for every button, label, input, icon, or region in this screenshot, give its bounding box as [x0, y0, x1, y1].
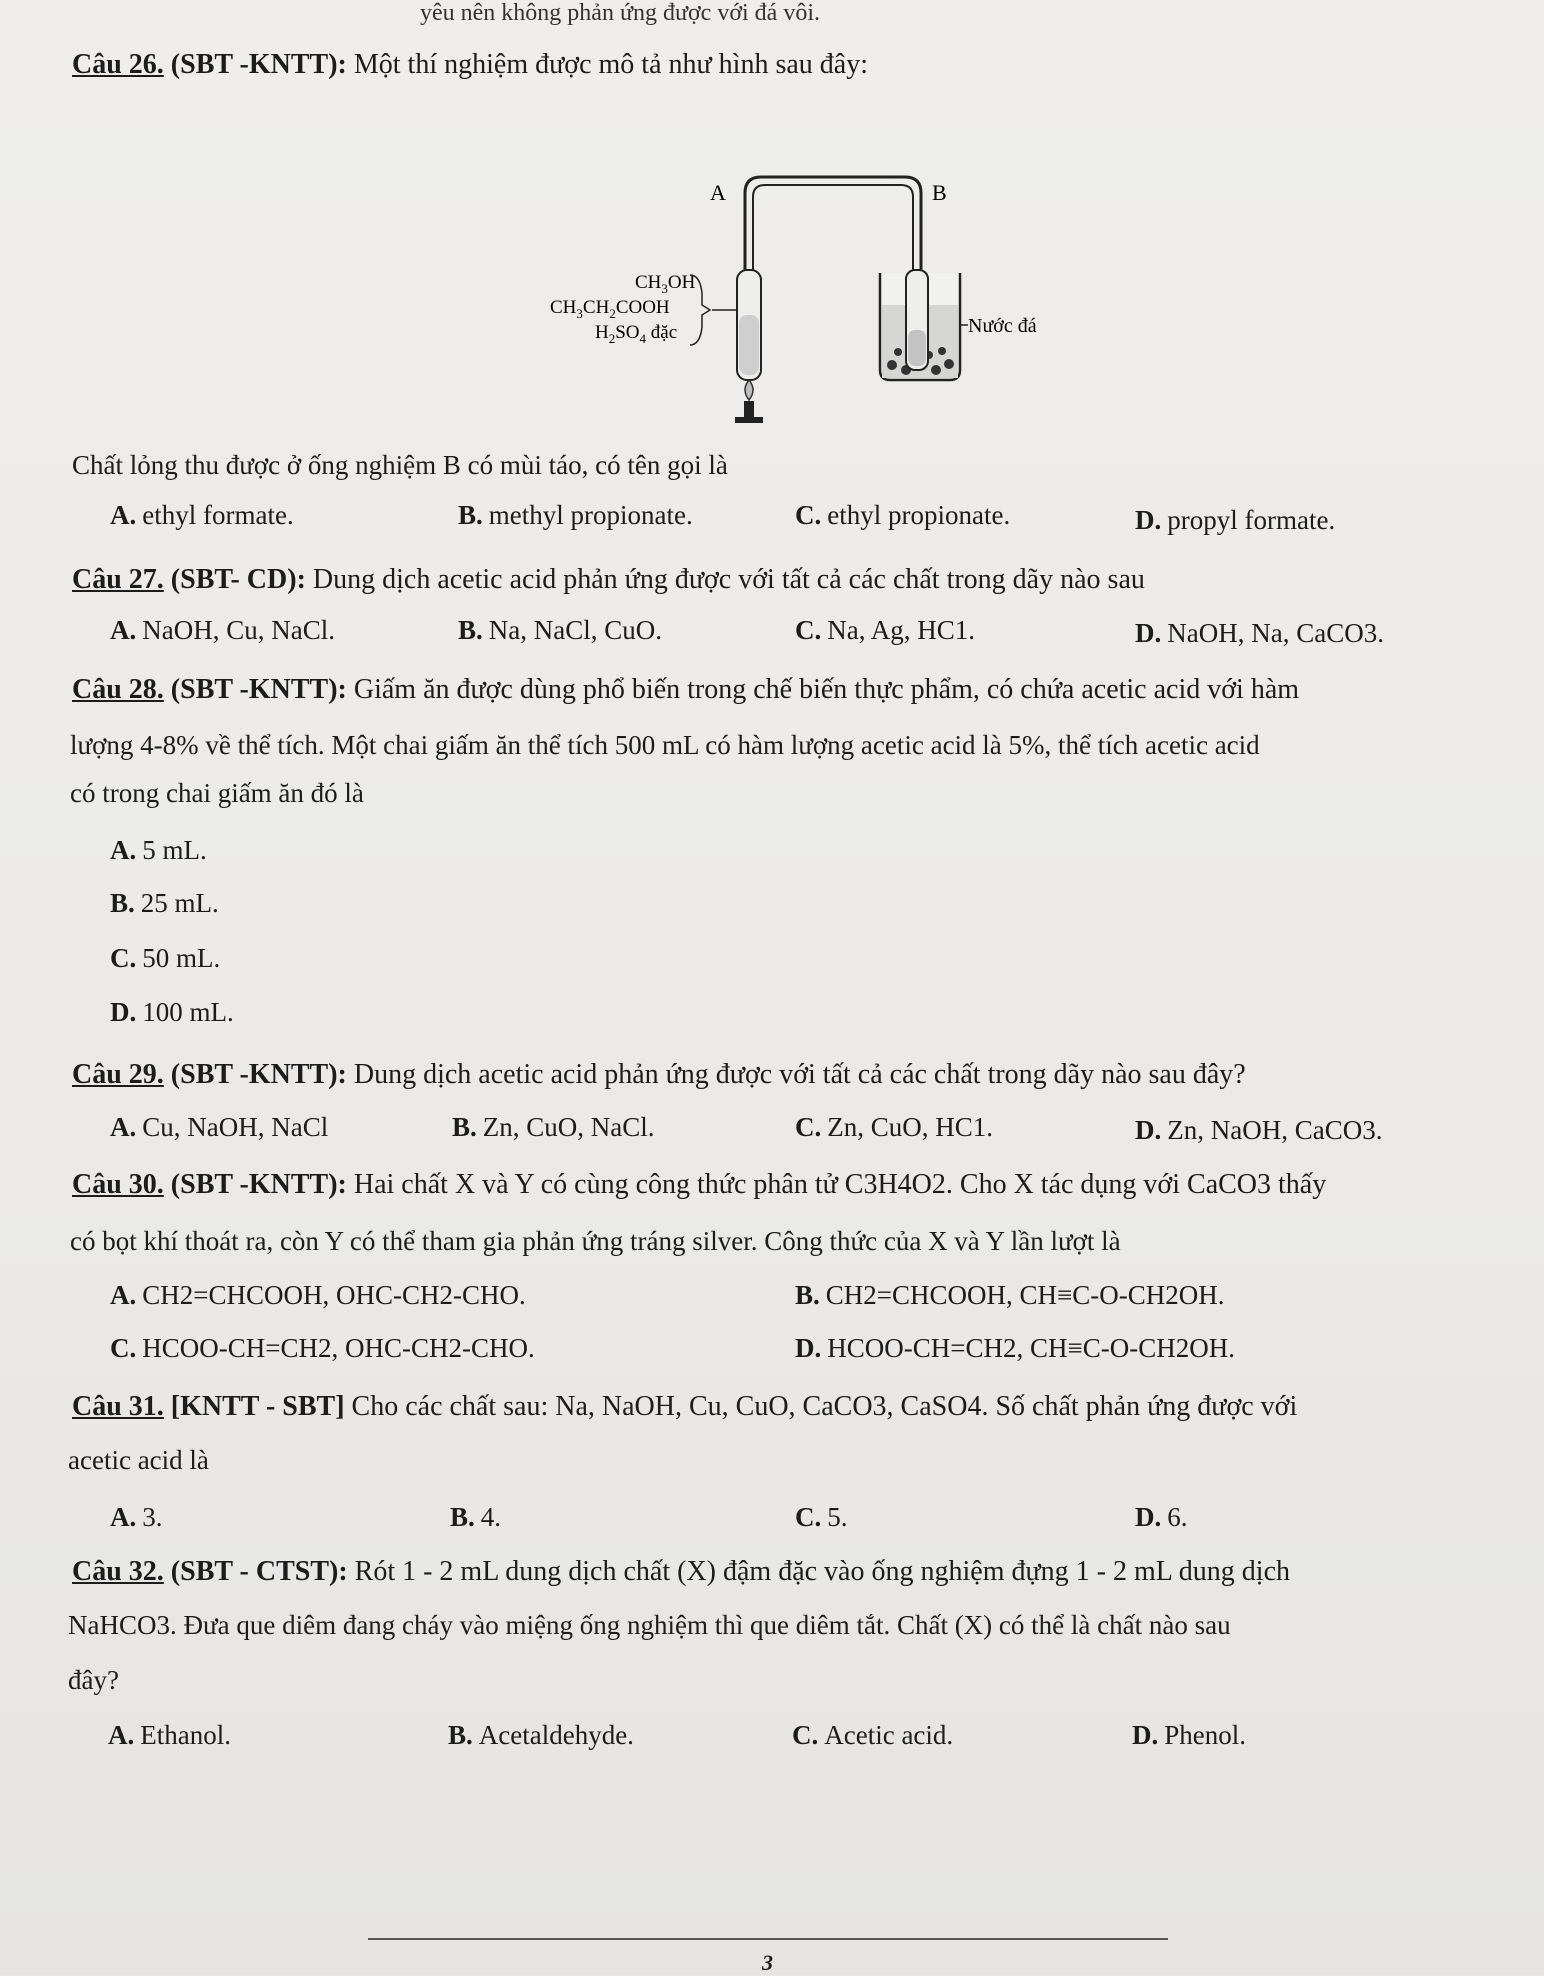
option-a: A. 5 mL. — [110, 835, 207, 865]
question-31-line-2: acetic acid là — [68, 1445, 209, 1475]
question-text: Một thí nghiệm được mô tả như hình sau đây: — [353, 49, 868, 80]
page-number: 3 — [762, 1950, 773, 1975]
esterification-apparatus-diagram — [540, 165, 1060, 425]
option-b: B. 4. — [450, 1502, 502, 1532]
option-a: A. Ethanol. — [108, 1720, 231, 1750]
option-c: C. 5. — [795, 1502, 848, 1532]
question-number: Câu 30. — [72, 1169, 164, 1200]
question-source: (SBT -KNTT): — [170, 1169, 347, 1200]
question-32 — [72, 1557, 1482, 1587]
question-source: [KNTT - SBT] — [170, 1391, 345, 1422]
question-28 — [72, 675, 1482, 705]
option-c: C. Na, Ag, HC1. — [795, 615, 975, 645]
question-source: (SBT -KNTT): — [170, 674, 347, 705]
question-27 — [72, 565, 1482, 595]
question-26-prompt: Chất lỏng thu được ở ống nghiệm B có mùi táo, có tên gọi là — [72, 450, 728, 480]
question-32-line-2: NaHCO3. Đưa que diêm đang cháy vào miệng ống nghiệm thì que diêm tắt. Chất (X) có thể là chất nào sau — [68, 1610, 1231, 1640]
option-b: B. Acetaldehyde. — [448, 1720, 634, 1750]
question-28-line-3: có trong chai giấm ăn đó là — [70, 778, 364, 808]
question-number: Câu 31. — [72, 1391, 164, 1422]
option-d: D. 100 mL. — [110, 997, 234, 1027]
option-d: D. Zn, NaOH, CaCO3. — [1135, 1115, 1383, 1145]
question-30-line-2: có bọt khí thoát ra, còn Y có thể tham gia phản ứng tráng silver. Công thức của X và Y lần lượt là — [70, 1226, 1121, 1256]
question-32-line-3: đây? — [68, 1665, 119, 1695]
option-d: D. Phenol. — [1132, 1720, 1247, 1750]
question-source: (SBT - CTST): — [170, 1556, 348, 1587]
question-31 — [72, 1392, 1482, 1422]
option-d: D. 6. — [1135, 1502, 1188, 1532]
option-a: A. CH2=CHCOOH, OHC-CH2-CHO. — [110, 1280, 526, 1310]
question-number: Câu 29. — [72, 1059, 164, 1090]
option-d: D. HCOO-CH=CH2, CH≡C-O-CH2OH. — [795, 1333, 1235, 1363]
question-source: (SBT -KNTT): — [170, 1059, 347, 1090]
option-b: B. 25 mL. — [110, 888, 219, 918]
option-b: B. Zn, CuO, NaCl. — [452, 1112, 655, 1142]
option-c: C. Zn, CuO, HC1. — [795, 1112, 994, 1142]
question-source: (SBT- CD): — [170, 564, 306, 595]
question-text: Giấm ăn được dùng phổ biến trong chế biến thực phẩm, có chứa acetic acid với hàm — [353, 674, 1300, 705]
question-number: Câu 32. — [72, 1556, 164, 1587]
question-26 — [72, 50, 1482, 80]
flame — [745, 380, 753, 400]
question-number: Câu 27. — [72, 564, 164, 595]
question-30 — [72, 1170, 1482, 1200]
cut-off-header-line: yêu nên không phản ứng được với đá vôi. — [420, 0, 820, 26]
question-28-line-2: lượng 4-8% về thể tích. Một chai giấm ăn thể tích 500 mL có hàm lượng acetic acid là 5%, thể tích acetic acid — [70, 730, 1260, 760]
question-source: (SBT -KNTT): — [170, 49, 347, 80]
label-a: A — [710, 180, 726, 205]
option-b: B. Na, NaCl, CuO. — [458, 615, 662, 645]
option-c: C. 50 mL. — [110, 943, 221, 973]
option-c: C. ethyl propionate. — [795, 500, 1011, 530]
option-a: A. NaOH, Cu, NaCl. — [110, 615, 335, 645]
reagent-h2so4: $H_2SO_4$ đặc — [595, 322, 678, 346]
option-a: A. 3. — [110, 1502, 163, 1532]
reagent-ch3ch2cooh: $CH_3CH_2COOH$ — [550, 297, 670, 321]
footer-divider — [368, 1938, 1168, 1940]
option-d: D. NaOH, Na, CaCO3. — [1135, 618, 1384, 648]
option-c: C. Acetic acid. — [792, 1720, 954, 1750]
option-b: B. methyl propionate. — [458, 500, 693, 530]
burner — [744, 401, 754, 419]
label-b: B — [932, 180, 947, 205]
option-c: C. HCOO-CH=CH2, OHC-CH2-CHO. — [110, 1333, 535, 1363]
option-b: B. CH2=CHCOOH, CH≡C-O-CH2OH. — [795, 1280, 1225, 1310]
question-text: Hai chất X và Y có cùng công thức phân tử C3H4O2. Cho X tác dụng với CaCO3 thấy — [353, 1169, 1327, 1200]
question-text: Cho các chất sau: Na, NaOH, Cu, CuO, CaCO3, CaSO4. Số chất phản ứng được với — [351, 1391, 1298, 1422]
question-number: Câu 28. — [72, 674, 164, 705]
question-text: Dung dịch acetic acid phản ứng được với tất cả các chất trong dãy nào sau — [312, 564, 1145, 595]
question-number: Câu 26. — [72, 49, 164, 80]
ice-label: Nước đá — [968, 315, 1037, 337]
option-d: D. propyl formate. — [1135, 505, 1336, 535]
option-a: A. Cu, NaOH, NaCl — [110, 1112, 329, 1142]
option-a: A. ethyl formate. — [110, 500, 294, 530]
reagent-ch3oh: $CH_3OH$ — [635, 272, 696, 296]
question-text: Dung dịch acetic acid phản ứng được với tất cả các chất trong dãy nào sau đây? — [353, 1059, 1246, 1090]
question-29 — [72, 1060, 1482, 1090]
question-text: Rót 1 - 2 mL dung dịch chất (X) đậm đặc vào ống nghiệm đựng 1 - 2 mL dung dịch — [354, 1556, 1291, 1587]
